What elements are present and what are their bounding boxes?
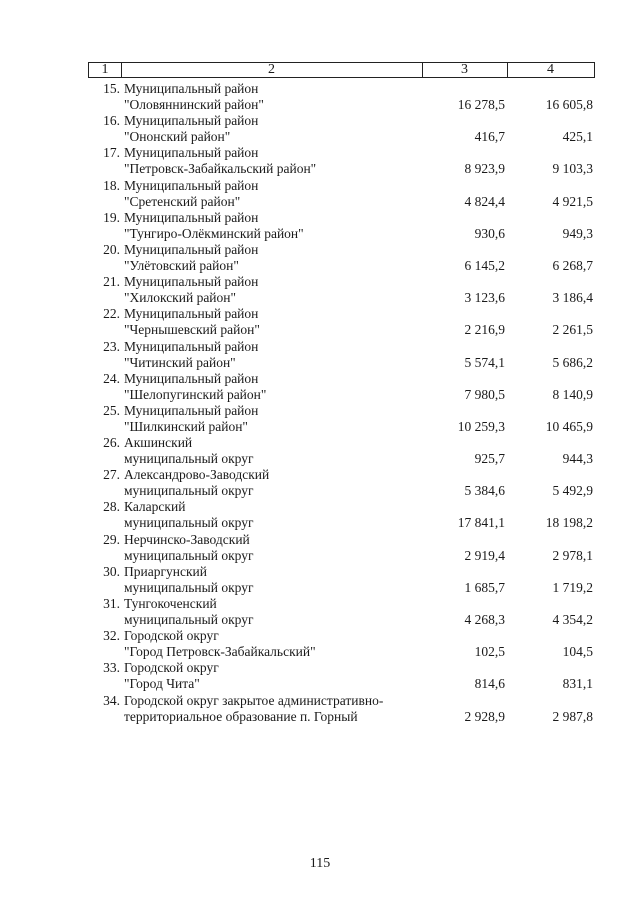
row-value-col-4: 425,1 [562, 129, 593, 145]
row-name-line-1: Городской округ закрытое административно- [124, 692, 384, 708]
row-value-col-4: 5 492,9 [552, 483, 593, 499]
table-row [0, 177, 640, 209]
row-name-line-1: Тунгокоченский [124, 596, 217, 611]
row-number: 30. [103, 563, 120, 579]
row-name-line-1: Городской округ [124, 660, 219, 676]
row-name-line-2: "Улётовский район" [124, 257, 239, 273]
table-row [0, 305, 640, 337]
row-value-col-4: 2 978,1 [552, 547, 593, 563]
row-name-line-1: Муниципальный район [124, 145, 259, 161]
row-number: 23. [103, 338, 120, 354]
row-name-line-1: Акшинский [124, 435, 193, 451]
row-number: 26. [103, 435, 120, 451]
table-row [0, 402, 640, 434]
row-value-col-3: 2 928,9 [464, 708, 505, 724]
row-number: 34. [103, 692, 120, 708]
table-row [0, 498, 640, 530]
table-row [0, 627, 640, 659]
row-name-line-2: "Ононский район" [124, 129, 231, 145]
row-name-line-2: "Хилокский район" [124, 290, 237, 306]
row-value-col-3: 6 145,2 [464, 257, 505, 273]
row-name-line-1: Городской округ [124, 628, 219, 644]
table-row [0, 434, 640, 466]
row-value-col-4: 4 921,5 [552, 193, 593, 209]
table-row [0, 338, 640, 370]
row-name-line-2: "Петровск-Забайкальский район" [124, 161, 317, 177]
row-number: 28. [103, 499, 120, 515]
row-number: 21. [103, 274, 120, 290]
row-name-line-2: "Шелопугинский район" [124, 386, 267, 402]
table-row [0, 466, 640, 498]
row-value-col-3: 7 980,5 [464, 386, 505, 402]
table-row [0, 241, 640, 273]
row-value-col-4: 5 686,2 [552, 354, 593, 370]
row-name-line-2: муниципальный округ [124, 612, 254, 627]
row-name-line-1: Муниципальный район [124, 402, 259, 418]
row-value-col-4: 10 465,9 [545, 418, 593, 434]
row-value-col-3: 3 123,6 [464, 290, 505, 306]
table-row [0, 370, 640, 402]
row-name-line-1: Муниципальный район [124, 274, 259, 290]
row-value-col-3: 416,7 [474, 129, 505, 145]
row-value-col-3: 4 268,3 [464, 612, 505, 627]
table-row [0, 80, 640, 112]
row-name-line-1: Муниципальный район [124, 338, 259, 354]
row-name-line-2: "Город Петровск-Забайкальский" [124, 644, 316, 660]
row-number: 16. [103, 113, 120, 129]
table-row [0, 595, 640, 627]
row-name-line-2: "Чернышевский район" [124, 322, 260, 338]
row-value-col-4: 831,1 [562, 676, 593, 692]
row-name-line-2: "Оловяннинский район" [124, 97, 264, 112]
row-name-line-1: Нерчинско-Заводский [124, 531, 250, 547]
row-number: 32. [103, 628, 120, 644]
row-name-line-2: территориальное образование п. Горный [124, 708, 358, 724]
row-number: 19. [103, 209, 120, 225]
row-value-col-4: 9 103,3 [552, 161, 593, 177]
row-number: 31. [103, 596, 120, 611]
row-number: 29. [103, 531, 120, 547]
row-number: 17. [103, 145, 120, 161]
row-value-col-3: 17 841,1 [457, 515, 505, 531]
row-value-col-3: 4 824,4 [464, 193, 505, 209]
row-name-line-2: муниципальный округ [124, 547, 254, 563]
row-name-line-2: "Город Чита" [124, 676, 200, 692]
row-value-col-4: 18 198,2 [545, 515, 593, 531]
row-name-line-2: муниципальный округ [124, 579, 254, 595]
page-number: 115 [309, 856, 331, 871]
row-name-line-2: муниципальный округ [124, 515, 254, 531]
table-row [0, 112, 640, 144]
row-name-line-2: муниципальный округ [124, 451, 254, 467]
table-row [0, 144, 640, 176]
table-row [0, 273, 640, 305]
table-row [0, 563, 640, 595]
row-number: 18. [103, 177, 120, 193]
row-name-line-1: Муниципальный район [124, 81, 259, 96]
row-value-col-3: 102,5 [474, 644, 505, 660]
row-value-col-3: 2 919,4 [464, 547, 505, 563]
row-name-line-1: Муниципальный район [124, 177, 259, 193]
row-value-col-4: 944,3 [562, 451, 593, 467]
row-name-line-2: муниципальный округ [124, 483, 254, 499]
row-name-line-1: Приаргунский [124, 563, 207, 579]
row-value-col-3: 10 259,3 [457, 418, 505, 434]
row-name-line-1: Муниципальный район [124, 306, 259, 322]
row-value-col-3: 1 685,7 [464, 579, 505, 595]
row-number: 20. [103, 241, 120, 257]
row-name-line-2: "Тунгиро-Олёкминский район" [124, 225, 304, 241]
table-row [0, 659, 640, 691]
row-number: 24. [103, 370, 120, 386]
header-col-1: 1 [89, 63, 122, 77]
row-value-col-4: 104,5 [562, 644, 593, 660]
row-name-line-1: Александрово-Заводский [124, 467, 270, 483]
table-header [88, 62, 595, 78]
row-value-col-3: 5 384,6 [464, 483, 505, 499]
table-row [0, 531, 640, 563]
row-name-line-1: Муниципальный район [124, 209, 259, 225]
row-value-col-4: 4 354,2 [552, 612, 593, 627]
row-name-line-2: "Читинский район" [124, 354, 236, 370]
table-row [0, 209, 640, 241]
row-name-line-1: Муниципальный район [124, 241, 259, 257]
row-value-col-3: 5 574,1 [464, 354, 505, 370]
row-value-col-3: 16 278,5 [457, 97, 505, 112]
row-number: 33. [103, 660, 120, 676]
row-value-col-3: 8 923,9 [464, 161, 505, 177]
row-number: 22. [103, 306, 120, 322]
row-value-col-3: 2 216,9 [464, 322, 505, 338]
row-name-line-1: Муниципальный район [124, 370, 259, 386]
table-row [0, 692, 640, 724]
row-value-col-4: 1 719,2 [552, 579, 593, 595]
row-value-col-3: 925,7 [474, 451, 505, 467]
header-col-4: 4 [547, 62, 554, 77]
row-name-line-1: Каларский [124, 499, 186, 515]
row-name-line-1: Муниципальный район [124, 113, 259, 129]
row-value-col-4: 16 605,8 [545, 97, 593, 112]
row-number: 27. [103, 467, 120, 483]
row-value-col-4: 3 186,4 [552, 290, 593, 306]
row-value-col-4: 6 268,7 [552, 257, 593, 273]
row-value-col-3: 930,6 [474, 225, 505, 241]
row-value-col-4: 2 261,5 [552, 322, 593, 338]
row-number: 15. [103, 81, 120, 96]
row-name-line-2: "Шилкинский район" [124, 418, 248, 434]
header-col-2: 2 [121, 63, 423, 77]
row-name-line-2: "Сретенский район" [124, 193, 241, 209]
row-value-col-3: 814,6 [474, 676, 505, 692]
row-value-col-4: 949,3 [562, 225, 593, 241]
header-col-3: 3 [422, 63, 508, 77]
row-number: 25. [103, 402, 120, 418]
table-body [0, 80, 640, 724]
row-value-col-4: 2 987,8 [552, 708, 593, 724]
row-value-col-4: 8 140,9 [552, 386, 593, 402]
